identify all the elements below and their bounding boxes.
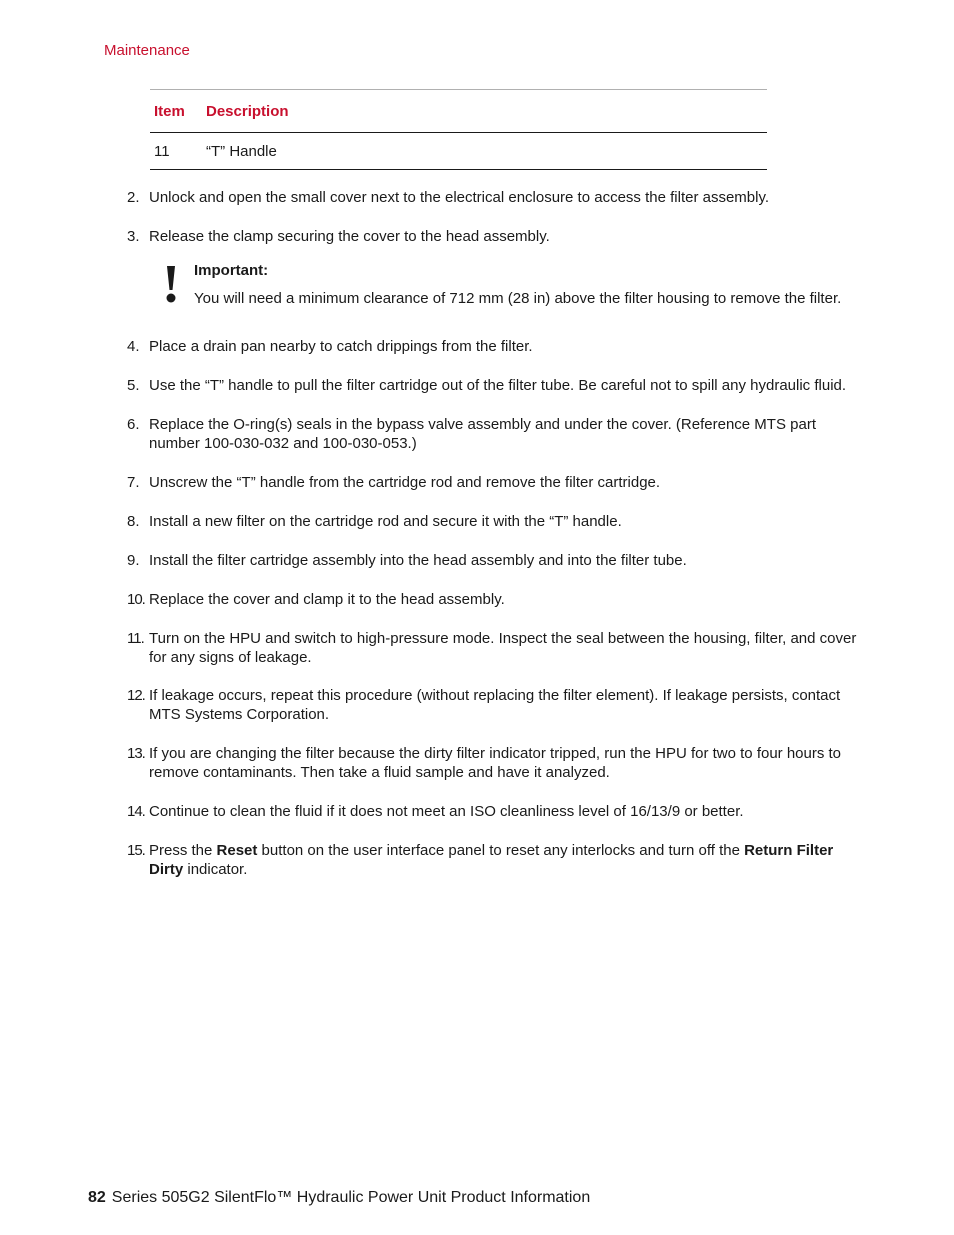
document-title: Series 505G2 SilentFlo™ Hydraulic Power Unit Product Information — [111, 1189, 591, 1206]
step-text: Replace the O-ring(s) seals in the bypass valve assembly and under the cover. (Reference MTS part number 100-030-032 and 100-030-053.) — [149, 416, 816, 452]
step-6 — [127, 415, 869, 453]
page-number: 82 — [88, 1189, 106, 1206]
table-row — [150, 133, 767, 170]
important-title: Important: — [194, 262, 269, 279]
step-number: 8. — [127, 513, 140, 530]
table-header-description: Description — [206, 102, 289, 120]
step-text: Unlock and open the small cover next to the electrical enclosure to access the filter assembly. — [149, 189, 770, 206]
step-text: Replace the cover and clamp it to the head assembly. — [149, 591, 505, 608]
step-11 — [127, 629, 869, 667]
item-table — [150, 89, 767, 170]
return-filter-dirty-reference: Return Filter Dirty — [149, 842, 834, 878]
step-number: 4. — [127, 338, 140, 355]
step-number: 15. — [127, 842, 145, 859]
step-number: 13. — [127, 745, 145, 762]
step-7 — [127, 473, 869, 492]
step-4 — [127, 337, 869, 356]
step-text: Continue to clean the fluid if it does not meet an ISO cleanliness level of 16/13/9 or better. — [149, 803, 744, 820]
step-text: Unscrew the “T” handle from the cartridge rod and remove the filter cartridge. — [149, 474, 661, 491]
step-number: 9. — [127, 552, 140, 569]
page-footer — [88, 1189, 590, 1207]
step-3 — [127, 227, 869, 246]
step-12 — [127, 686, 869, 724]
step-number: 5. — [127, 377, 140, 394]
step-5 — [127, 376, 869, 395]
reset-button-reference: Reset — [216, 842, 258, 859]
table-cell-item: 11 — [154, 142, 170, 160]
exclamation-icon — [160, 264, 182, 304]
step-number: 11. — [127, 630, 144, 647]
step-number: 7. — [127, 474, 140, 491]
table-cell-description: “T” Handle — [206, 142, 277, 160]
step-text: Release the clamp securing the cover to the head assembly. — [149, 228, 550, 245]
step-text: Use the “T” handle to pull the filter cartridge out of the filter tube. Be careful not to spill any hydraulic fluid. — [149, 377, 847, 394]
step-number: 10. — [127, 591, 145, 608]
step-text: If you are changing the filter because the dirty filter indicator tripped, run the HPU for two to four hours to remove contaminants. Then take a fluid sample and have it analyzed. — [149, 745, 842, 781]
step-13 — [127, 744, 869, 782]
step-text — [149, 841, 869, 879]
step-text: Turn on the HPU and switch to high-pressure mode. Inspect the seal between the housing, filter, and cover for any signs of leakage. — [149, 630, 857, 666]
step-text: Place a drain pan nearby to catch drippings from the filter. — [149, 338, 533, 355]
step-text-part: indicator. — [183, 861, 248, 878]
step-8 — [127, 512, 869, 531]
step-text-part: button on the user interface panel to reset any interlocks and turn off the — [257, 842, 745, 859]
step-2 — [127, 188, 869, 207]
step-number: 12. — [127, 687, 145, 704]
table-header-item: Item — [154, 102, 185, 120]
step-text: If leakage occurs, repeat this procedure (without replacing the filter element). If leakage persists, contact MTS Systems Corporation. — [149, 687, 841, 723]
step-number: 2. — [127, 189, 140, 206]
section-header: Maintenance — [104, 42, 190, 59]
step-number: 6. — [127, 416, 140, 433]
step-15 — [127, 841, 869, 879]
step-number: 14. — [127, 803, 145, 820]
step-text-part: Press the — [149, 842, 217, 859]
step-number: 3. — [127, 228, 140, 245]
step-9 — [127, 551, 869, 570]
step-10 — [127, 590, 869, 609]
step-14 — [127, 802, 869, 821]
step-text: Install a new filter on the cartridge rod and secure it with the “T” handle. — [149, 513, 622, 530]
important-text: You will need a minimum clearance of 712 mm (28 in) above the filter housing to remove the filter. — [194, 290, 842, 307]
step-text: Install the filter cartridge assembly into the head assembly and into the filter tube. — [149, 552, 687, 569]
table-header-row — [150, 90, 767, 133]
